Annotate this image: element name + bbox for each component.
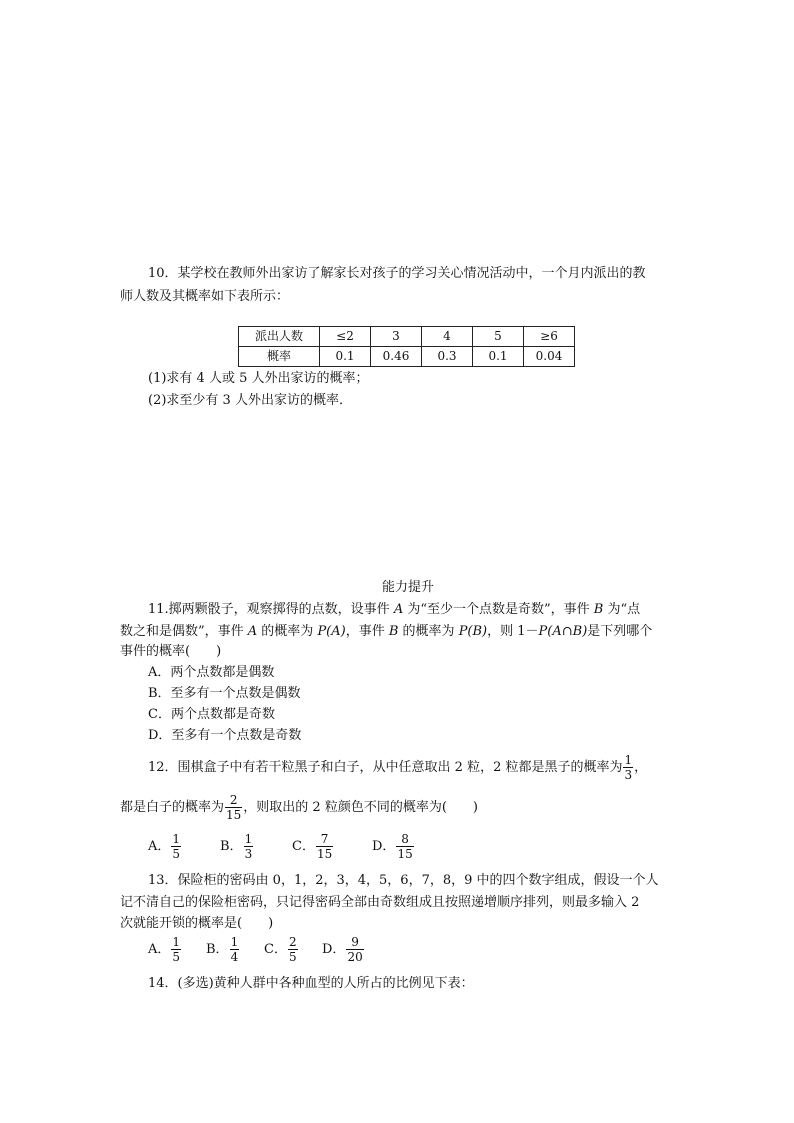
table-cell: 0.04 [524,347,575,367]
q14-line1: 14．(多选)黄种人群中各种血型的人所占的比例见下表： [148,976,474,991]
fraction-numerator: 2 [288,935,297,949]
table-cell: ≥6 [524,327,575,347]
q12-line1 [148,753,647,782]
fraction-denominator: 15 [397,847,413,861]
q11-prob-a: P(A) [317,624,346,639]
q11-text: ，则 1－ [487,624,539,639]
fraction [396,832,413,861]
fraction-denominator: 5 [172,847,181,861]
q11-event-b: B [388,624,399,639]
fraction-numerator: 1 [624,753,633,767]
fraction [171,832,181,861]
option-label: D． [372,839,396,854]
q12-text: 都是白子的概率为 [120,800,225,815]
q13-line2: 记不清自己的保险柜密码，只记得密码全部由奇数组成且按照递增顺序排列，则最多输入 2 [120,895,640,910]
table-cell: 概率 [239,347,320,367]
q11-event-a: A [247,624,258,639]
fraction-numerator: 8 [396,832,413,847]
table-cell: 5 [473,327,524,347]
q12-option-a [148,832,182,861]
q13-line3: 次就能开锁的概率是( ) [120,916,274,931]
option-label: C． [264,942,287,957]
fraction-numerator: 2 [225,793,242,808]
table-cell: 0.1 [473,347,524,367]
q13-option-c [264,935,299,964]
fraction-numerator: 9 [346,935,363,950]
fraction [288,935,298,964]
q10-probability-table [238,326,575,367]
table-cell: 0.3 [422,347,473,367]
q11-text: 的概率为 [398,624,459,639]
q11-text: 为“至少一个点数是奇数”，事件 [403,602,594,617]
option-label: B． [220,839,243,854]
fraction-numerator: 1 [230,935,239,949]
table-cell: 0.46 [371,347,422,367]
fraction-denominator: 20 [347,950,363,964]
table-row [239,347,575,367]
q11-event-b: B [593,602,604,617]
q11-option-b: B．至多有一个点数是偶数 [148,686,301,701]
option-label: B． [206,942,229,957]
fraction-numerator: 1 [172,832,181,846]
q13-option-d [322,935,365,964]
table-cell: 派出人数 [239,327,320,347]
table-cell: 3 [371,327,422,347]
q10-line2: 师人数及其概率如下表所示： [120,289,290,304]
q11-text: 是下列哪个 [587,624,653,639]
q11-prob-ab: P(A∩B) [538,624,588,639]
section-title: 能力提升 [382,580,435,595]
fraction [346,935,363,964]
fraction-denominator: 3 [624,768,633,782]
option-label: D． [322,942,346,957]
option-label: A． [148,839,171,854]
q11-option-a: A．两个点数都是偶数 [148,665,275,680]
q12-option-b [220,832,254,861]
fraction-numerator: 1 [244,832,253,846]
q11-line3: 事件的概率( ) [120,644,222,659]
fraction-denominator: 3 [244,847,253,861]
option-label: A． [148,942,171,957]
q11-text: 的概率为 [257,624,318,639]
q12-text: 12．围棋盒子中有若干粒黑子和白子，从中任意取出 2 粒，2 粒都是黑子的概率为 [148,760,623,775]
q10-sub1: (1)求有 4 人或 5 人外出家访的概率； [148,371,369,386]
fraction [623,753,633,782]
q11-text: 数之和是偶数”，事件 [120,624,248,639]
fraction-denominator: 5 [172,950,181,964]
q11-line1 [148,600,640,620]
table-cell: 4 [422,327,473,347]
q11-line2 [120,622,652,642]
q12-option-c [292,832,334,861]
q11-text: 11.掷两颗骰子，观察掷得的点数，设事件 [148,602,394,617]
fraction-numerator: 1 [172,935,181,949]
fraction [225,793,242,822]
q12-option-d [372,832,415,861]
fraction-denominator: 15 [226,808,242,822]
fraction-numerator: 7 [316,832,333,847]
q11-text: 为“点 [603,602,641,617]
q11-event-a: A [393,602,404,617]
q13-option-a [148,935,182,964]
fraction [316,832,333,861]
table-cell: ≤2 [320,327,371,347]
fraction [244,832,254,861]
fraction-denominator: 15 [316,847,333,861]
q12-text: ， [634,760,648,775]
q10-sub2: (2)求至少有 3 人外出家访的概率． [148,393,352,408]
q13-line1: 13．保险柜的密码由 0，1，2，3，4，5，6，7，8，9 中的四个数字组成，假设一个人 [148,873,659,888]
option-label: C． [292,839,315,854]
q11-text: ，事件 [345,624,389,639]
fraction [171,935,181,964]
table-cell: 0.1 [320,347,371,367]
q12-text: ，则取出的 2 粒颜色不同的概率为( ) [243,800,478,815]
q13-option-b [206,935,240,964]
q10-line1: 10．某学校在教师外出家访了解家长对孩子的学习关心情况活动中，一个月内派出的教 [148,266,646,281]
q11-option-d: D．至多有一个点数是奇数 [148,728,302,743]
q11-prob-b: P(B) [458,624,488,639]
fraction [230,935,240,964]
table-row [239,327,575,347]
fraction-denominator: 4 [230,950,239,964]
fraction-denominator: 5 [288,950,297,964]
q12-line2 [120,793,478,822]
q11-option-c: C．两个点数都是奇数 [148,707,275,722]
